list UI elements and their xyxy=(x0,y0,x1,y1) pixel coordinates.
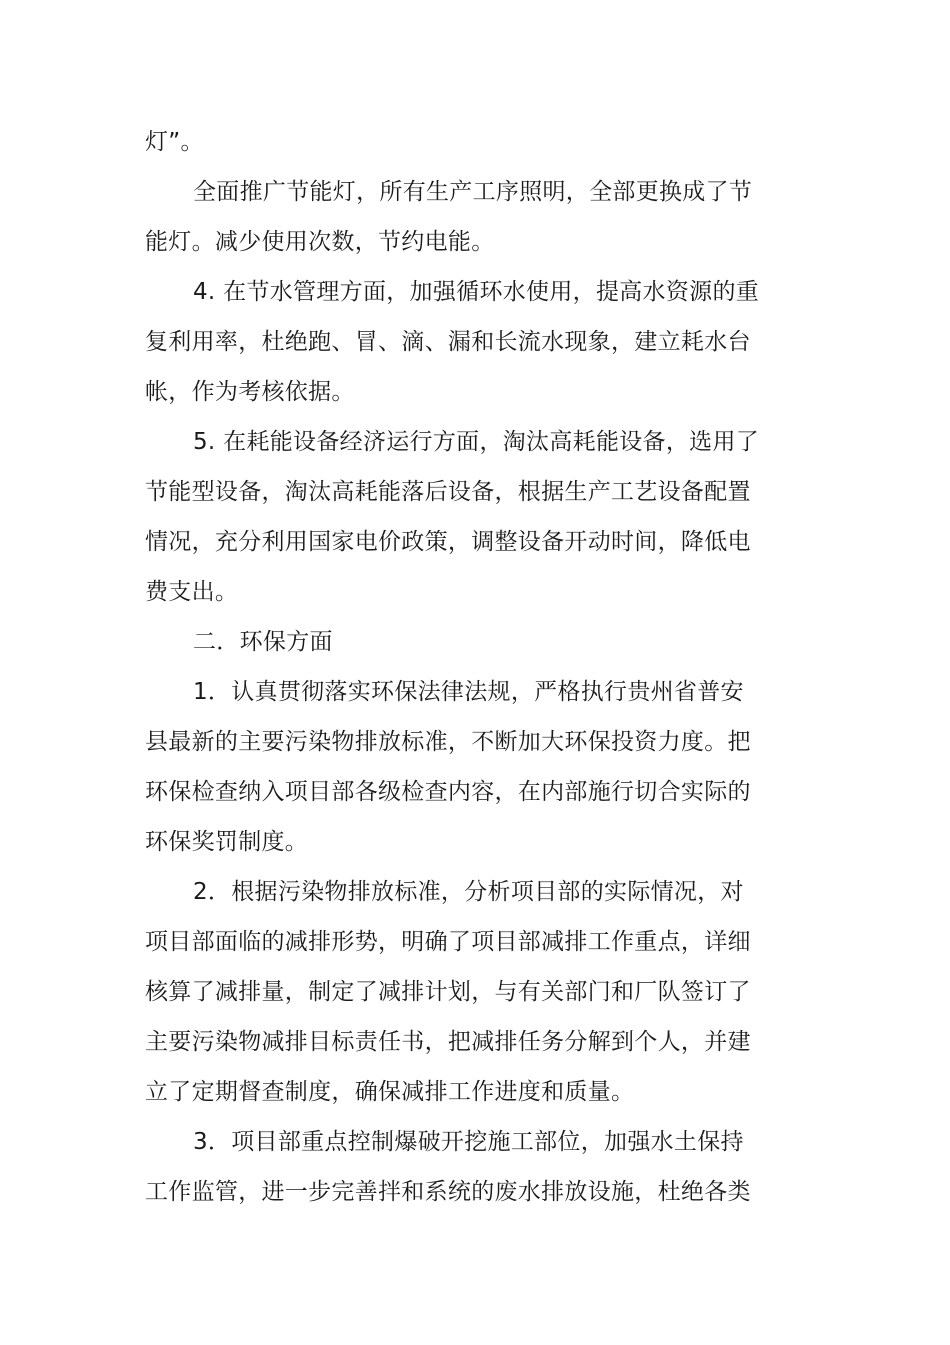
text-line: 项目部面临的减排形势，明确了项目部减排工作重点，详细 xyxy=(145,929,751,955)
text-line: 全面推广节能灯，所有生产工序照明，全部更换成了节 xyxy=(193,179,753,205)
text-line: 情况，充分利用国家电价政策，调整设备开动时间，降低电 xyxy=(145,529,751,555)
text-line: 费支出。 xyxy=(145,579,239,605)
section-heading: 二．环保方面 xyxy=(193,629,333,655)
text-line: 环保检查纳入项目部各级检查内容，在内部施行切合实际的 xyxy=(145,779,751,805)
text-line: 工作监管，进一步完善拌和系统的废水排放设施，杜绝各类 xyxy=(145,1179,751,1205)
text-line: 节能型设备，淘汰高耗能落后设备，根据生产工艺设备配置 xyxy=(145,479,751,505)
text-line: 3．项目部重点控制爆破开挖施工部位，加强水土保持 xyxy=(193,1129,744,1155)
text-line: 4. 在节水管理方面，加强循环水使用，提高水资源的重 xyxy=(193,279,760,305)
text-line: 复利用率，杜绝跑、冒、滴、漏和长流水现象，建立耗水台 xyxy=(145,329,751,355)
text-line: 主要污染物减排目标责任书，把减排任务分解到个人，并建 xyxy=(145,1029,751,1055)
text-line: 环保奖罚制度。 xyxy=(145,829,309,855)
text-line: 1．认真贯彻落实环保法律法规，严格执行贵州省普安 xyxy=(193,679,744,705)
text-line: 5. 在耗能设备经济运行方面，淘汰高耗能设备，选用了 xyxy=(193,429,760,455)
text-line: 灯”。 xyxy=(145,129,204,155)
text-line: 能灯。减少使用次数，节约电能。 xyxy=(145,229,495,255)
text-line: 核算了减排量，制定了减排计划，与有关部门和厂队签订了 xyxy=(145,979,751,1005)
text-line: 2．根据污染物排放标准，分析项目部的实际情况，对 xyxy=(193,879,744,905)
text-line: 县最新的主要污染物排放标准，不断加大环保投资力度。把 xyxy=(145,729,751,755)
text-line: 帐，作为考核依据。 xyxy=(145,379,355,405)
text-line: 立了定期督查制度，确保减排工作进度和质量。 xyxy=(145,1079,635,1105)
